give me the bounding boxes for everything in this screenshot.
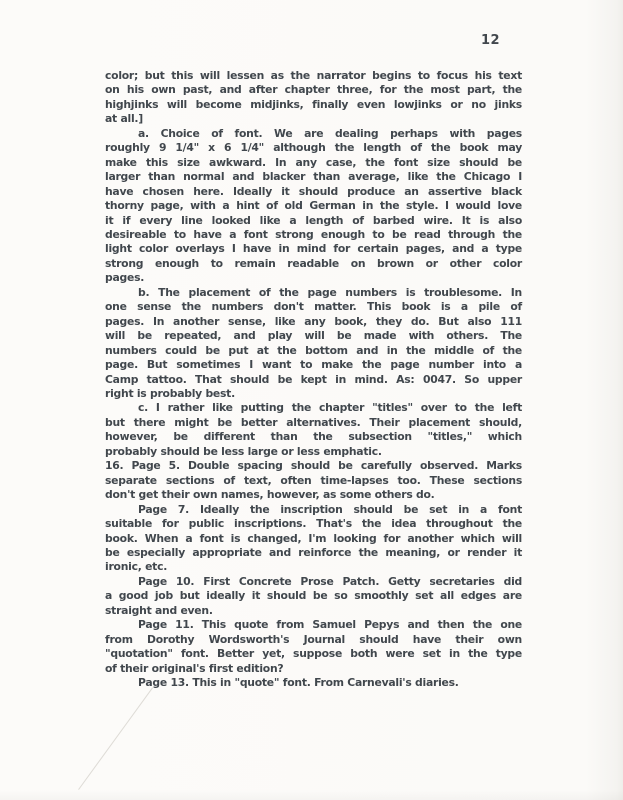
text-line: will be repeated, and play will be made with others. The — [105, 329, 522, 343]
text-line: ironic, etc. — [105, 560, 168, 574]
text-line: light color overlays I have in mind for certain pages, and a type — [105, 242, 522, 256]
body-text — [105, 69, 522, 690]
text-line: suitable for public inscriptions. That's the idea throughout the — [105, 517, 522, 531]
text-line: right is probably best. — [105, 386, 235, 400]
text-line: of their original's first edition? — [105, 661, 284, 675]
text-line: thorny page, with a hint of old German in the style. I would love — [105, 199, 522, 213]
text-line: it if every line looked like a length of barbed wire. It is also — [105, 213, 522, 227]
text-line: pages. — [105, 271, 145, 285]
text-line: a. Choice of font. We are dealing perhaps with pages — [138, 126, 522, 140]
crease-line — [78, 687, 153, 790]
text-line: on his own past, and after chapter three, for the most part, the — [105, 83, 522, 97]
text-line: one sense the numbers don't matter. This book is a pile of — [105, 300, 522, 314]
text-line: have chosen here. Ideally it should produce an assertive black — [105, 184, 522, 198]
text-line: b. The placement of the page numbers is troublesome. In — [138, 285, 522, 299]
text-line: separate sections of text, often time-lapses too. These sections — [105, 473, 522, 487]
text-line: be especially appropriate and reinforce the meaning, or render it — [105, 545, 522, 559]
text-line: Page 7. Ideally the inscription should be set in a font — [138, 502, 522, 516]
text-line: Page 13. This in "quote" font. From Carnevali's diaries. — [138, 676, 459, 690]
text-line: highjinks will become midjinks, finally even lowjinks or no jinks — [105, 97, 522, 111]
text-line: book. When a font is changed, I'm looking for another which will — [105, 531, 522, 545]
text-line: page. But sometimes I want to make the page number into a — [105, 358, 522, 372]
text-line: at all.] — [105, 112, 143, 126]
text-line: from Dorothy Wordsworth's Journal should have their own — [105, 632, 522, 646]
text-line: color; but this will lessen as the narrator begins to focus his text — [105, 69, 522, 82]
text-line: roughly 9 1/4" x 6 1/4" although the length of the book may — [105, 141, 522, 155]
text-line: Page 11. This quote from Samuel Pepys and then the one — [138, 618, 522, 632]
text-line: c. I rather like putting the chapter "titles" over to the left — [138, 401, 522, 415]
text-line: straight and even. — [105, 603, 213, 617]
text-line: 16. Page 5. Double spacing should be carefully observed. Marks — [105, 459, 522, 473]
text-line: but there might be better alternatives. Their placement should, — [105, 415, 522, 429]
text-line: larger than normal and blacker than average, like the Chicago I — [105, 170, 522, 184]
text-line: Camp tattoo. That should be kept in mind. As: 0047. So upper — [105, 372, 522, 386]
text-line: strong enough to remain readable on brown or other color — [105, 256, 522, 270]
scan-shadow — [0, 790, 623, 800]
text-line: numbers could be put at the bottom and in the middle of the — [105, 343, 522, 357]
text-line: desireable to have a font strong enough to be read through the — [105, 227, 522, 241]
text-line: a good job but ideally it should be so smoothly set all edges are — [105, 589, 522, 603]
text-line: "quotation" font. Better yet, suppose both were set in the type — [105, 647, 522, 661]
text-line: don't get their own names, however, as some others do. — [105, 488, 435, 502]
text-line: make this size awkward. In any case, the font size should be — [105, 155, 522, 169]
page-number: 12 — [481, 33, 501, 48]
text-line: however, be different than the subsection "titles," which — [105, 430, 522, 444]
text-line: probably should be less large or less emphatic. — [105, 444, 382, 458]
text-line: pages. In another sense, like any book, they do. But also 111 — [105, 314, 522, 328]
text-line: Page 10. First Concrete Prose Patch. Getty secretaries did — [138, 574, 522, 588]
